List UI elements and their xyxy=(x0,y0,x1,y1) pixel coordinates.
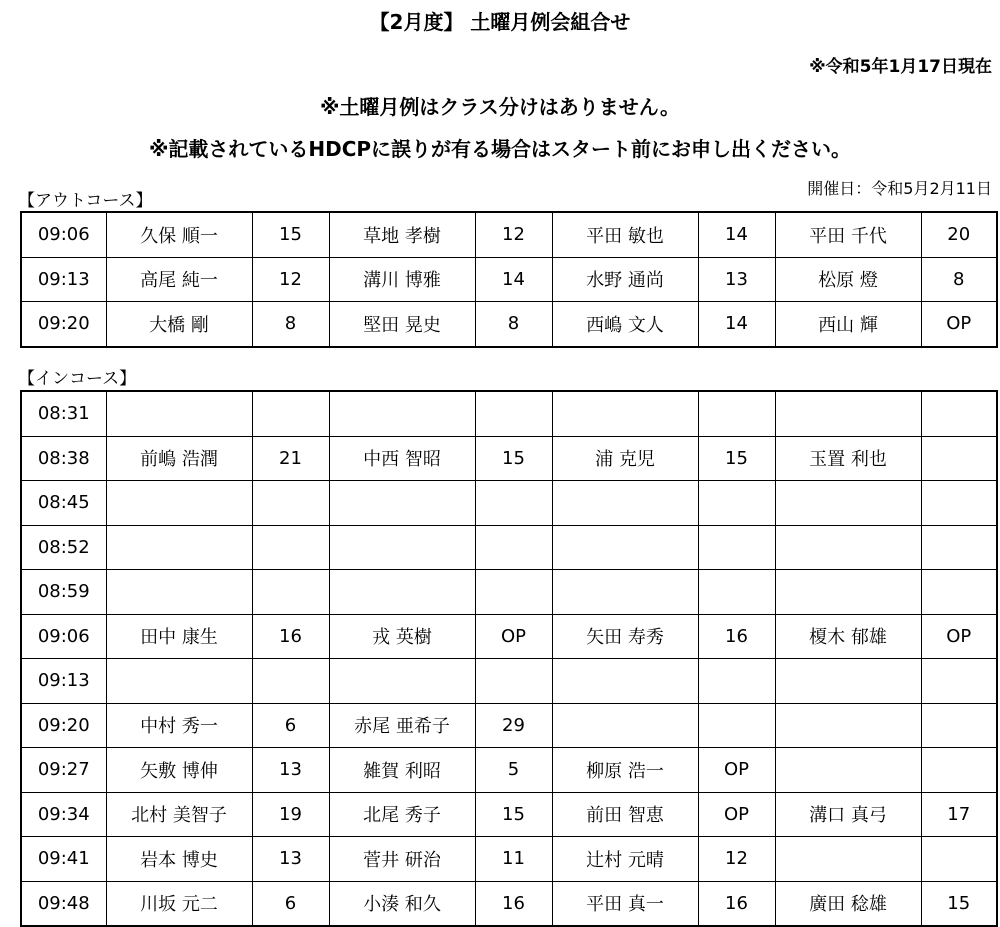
player-4-hdcp: 17 xyxy=(921,792,997,837)
player-4-name: 西山 輝 xyxy=(775,302,921,347)
player-3-hdcp: OP xyxy=(698,792,775,837)
player-4-hdcp xyxy=(921,525,997,570)
table-row xyxy=(21,881,997,926)
player-2-hdcp xyxy=(475,659,552,704)
table-row xyxy=(21,436,997,481)
player-3-name: 平田 敏也 xyxy=(552,212,698,257)
player-2-name xyxy=(329,570,475,615)
player-4-name: 溝口 真弓 xyxy=(775,792,921,837)
player-3-hdcp xyxy=(698,703,775,748)
player-3-hdcp xyxy=(698,659,775,704)
player-3-hdcp: 15 xyxy=(698,436,775,481)
player-3-name xyxy=(552,570,698,615)
event-date: 開催日：令和5月2月11日 xyxy=(807,179,992,198)
player-1-name xyxy=(106,391,252,436)
tee-time: 09:27 xyxy=(21,748,106,793)
player-4-name: 平田 千代 xyxy=(775,212,921,257)
player-3-hdcp: OP xyxy=(698,748,775,793)
as-of-date: ※令和5年1月17日現在 xyxy=(809,57,992,77)
player-1-name: 岩本 博史 xyxy=(106,837,252,882)
player-4-name: 榎木 郁雄 xyxy=(775,614,921,659)
player-4-name: 玉置 利也 xyxy=(775,436,921,481)
player-1-hdcp xyxy=(252,391,329,436)
player-4-name xyxy=(775,659,921,704)
player-3-hdcp: 13 xyxy=(698,257,775,302)
player-4-name xyxy=(775,481,921,526)
tee-time: 08:52 xyxy=(21,525,106,570)
player-1-name: 久保 順一 xyxy=(106,212,252,257)
player-3-hdcp: 14 xyxy=(698,212,775,257)
player-4-hdcp: 15 xyxy=(921,881,997,926)
player-2-name: 戎 英樹 xyxy=(329,614,475,659)
player-3-name: 矢田 寿秀 xyxy=(552,614,698,659)
player-4-name xyxy=(775,570,921,615)
out-course-table xyxy=(20,211,998,348)
player-2-name: 中西 智昭 xyxy=(329,436,475,481)
table-row xyxy=(21,792,997,837)
player-2-hdcp: 15 xyxy=(475,792,552,837)
player-4-hdcp xyxy=(921,481,997,526)
player-3-name: 前田 智恵 xyxy=(552,792,698,837)
player-3-hdcp xyxy=(698,481,775,526)
player-4-name xyxy=(775,525,921,570)
player-1-name: 大橋 剛 xyxy=(106,302,252,347)
player-2-hdcp: 8 xyxy=(475,302,552,347)
in-course-table xyxy=(20,390,998,927)
player-4-name xyxy=(775,703,921,748)
player-2-hdcp: 16 xyxy=(475,881,552,926)
player-2-hdcp: 5 xyxy=(475,748,552,793)
table-row xyxy=(21,257,997,302)
player-1-name: 北村 美智子 xyxy=(106,792,252,837)
tee-time: 09:20 xyxy=(21,703,106,748)
player-1-name xyxy=(106,659,252,704)
player-2-hdcp: 29 xyxy=(475,703,552,748)
player-2-hdcp: OP xyxy=(475,614,552,659)
player-2-name xyxy=(329,481,475,526)
tee-time: 09:48 xyxy=(21,881,106,926)
player-3-name: 辻村 元晴 xyxy=(552,837,698,882)
player-3-name: 西嶋 文人 xyxy=(552,302,698,347)
tee-time: 08:31 xyxy=(21,391,106,436)
player-3-name: 水野 通尚 xyxy=(552,257,698,302)
player-3-hdcp: 12 xyxy=(698,837,775,882)
tee-time: 09:06 xyxy=(21,614,106,659)
player-1-hdcp xyxy=(252,525,329,570)
tee-time: 08:59 xyxy=(21,570,106,615)
player-2-name xyxy=(329,391,475,436)
player-1-hdcp xyxy=(252,570,329,615)
player-2-name: 溝川 博雅 xyxy=(329,257,475,302)
player-1-hdcp xyxy=(252,659,329,704)
out-course-label: 【アウトコース】 xyxy=(18,191,153,211)
player-2-name: 菅井 研治 xyxy=(329,837,475,882)
table-row xyxy=(21,659,997,704)
player-3-hdcp: 16 xyxy=(698,614,775,659)
player-3-name xyxy=(552,659,698,704)
tee-time: 09:13 xyxy=(21,257,106,302)
player-1-hdcp: 8 xyxy=(252,302,329,347)
player-3-hdcp xyxy=(698,391,775,436)
player-1-name xyxy=(106,525,252,570)
player-4-hdcp: OP xyxy=(921,614,997,659)
player-3-hdcp xyxy=(698,570,775,615)
player-4-hdcp: 8 xyxy=(921,257,997,302)
player-1-name xyxy=(106,570,252,615)
player-3-hdcp: 14 xyxy=(698,302,775,347)
player-2-hdcp xyxy=(475,391,552,436)
player-2-name: 雑賀 利昭 xyxy=(329,748,475,793)
tee-time: 08:38 xyxy=(21,436,106,481)
player-1-hdcp: 6 xyxy=(252,703,329,748)
player-3-hdcp: 16 xyxy=(698,881,775,926)
player-4-name xyxy=(775,391,921,436)
player-1-hdcp: 13 xyxy=(252,748,329,793)
player-3-name: 平田 真一 xyxy=(552,881,698,926)
player-1-hdcp: 19 xyxy=(252,792,329,837)
player-2-name: 赤尾 亜希子 xyxy=(329,703,475,748)
player-3-name xyxy=(552,525,698,570)
player-3-name: 浦 克児 xyxy=(552,436,698,481)
player-4-hdcp xyxy=(921,703,997,748)
player-4-hdcp: OP xyxy=(921,302,997,347)
player-2-name: 草地 孝樹 xyxy=(329,212,475,257)
player-3-name: 柳原 浩一 xyxy=(552,748,698,793)
note-no-class-division: ※土曜月例はクラス分けはありません。 xyxy=(319,95,681,119)
tee-time: 09:13 xyxy=(21,659,106,704)
table-row xyxy=(21,614,997,659)
player-4-hdcp xyxy=(921,436,997,481)
player-4-name xyxy=(775,748,921,793)
player-1-name: 川坂 元二 xyxy=(106,881,252,926)
note-hdcp-correction: ※記載されているHDCPに誤りが有る場合はスタート前にお申し出ください。 xyxy=(148,137,852,161)
player-1-hdcp: 16 xyxy=(252,614,329,659)
player-1-name: 前嶋 浩潤 xyxy=(106,436,252,481)
table-row xyxy=(21,212,997,257)
player-4-name: 廣田 稔雄 xyxy=(775,881,921,926)
player-1-name: 中村 秀一 xyxy=(106,703,252,748)
table-row xyxy=(21,525,997,570)
player-2-name: 堅田 晃史 xyxy=(329,302,475,347)
table-row xyxy=(21,302,997,347)
tee-time: 09:41 xyxy=(21,837,106,882)
player-1-hdcp: 6 xyxy=(252,881,329,926)
player-1-hdcp xyxy=(252,481,329,526)
player-3-hdcp xyxy=(698,525,775,570)
tee-time: 08:45 xyxy=(21,481,106,526)
page-title: 【2月度】 土曜月例会組合せ xyxy=(369,10,631,34)
player-3-name xyxy=(552,391,698,436)
player-4-hdcp xyxy=(921,837,997,882)
player-2-hdcp: 11 xyxy=(475,837,552,882)
player-1-hdcp: 15 xyxy=(252,212,329,257)
player-4-hdcp: 20 xyxy=(921,212,997,257)
player-1-hdcp: 12 xyxy=(252,257,329,302)
table-row xyxy=(21,703,997,748)
player-2-name xyxy=(329,659,475,704)
player-2-hdcp: 12 xyxy=(475,212,552,257)
player-3-name xyxy=(552,703,698,748)
player-2-hdcp: 15 xyxy=(475,436,552,481)
player-1-name: 矢敷 博伸 xyxy=(106,748,252,793)
table-row xyxy=(21,570,997,615)
player-1-name xyxy=(106,481,252,526)
player-2-name: 北尾 秀子 xyxy=(329,792,475,837)
player-1-hdcp: 21 xyxy=(252,436,329,481)
player-4-hdcp xyxy=(921,659,997,704)
player-4-name xyxy=(775,837,921,882)
tee-time: 09:34 xyxy=(21,792,106,837)
table-row xyxy=(21,748,997,793)
player-4-hdcp xyxy=(921,570,997,615)
player-2-name xyxy=(329,525,475,570)
player-1-hdcp: 13 xyxy=(252,837,329,882)
table-row xyxy=(21,837,997,882)
player-2-hdcp: 14 xyxy=(475,257,552,302)
player-4-hdcp xyxy=(921,748,997,793)
player-1-name: 田中 康生 xyxy=(106,614,252,659)
in-course-label: 【インコース】 xyxy=(18,369,137,389)
player-2-hdcp xyxy=(475,481,552,526)
player-2-hdcp xyxy=(475,570,552,615)
player-4-name: 松原 燈 xyxy=(775,257,921,302)
player-2-hdcp xyxy=(475,525,552,570)
player-4-hdcp xyxy=(921,391,997,436)
table-row xyxy=(21,391,997,436)
player-1-name: 高尾 純一 xyxy=(106,257,252,302)
player-2-name: 小湊 和久 xyxy=(329,881,475,926)
tee-time: 09:06 xyxy=(21,212,106,257)
player-3-name xyxy=(552,481,698,526)
tee-time: 09:20 xyxy=(21,302,106,347)
table-row xyxy=(21,481,997,526)
